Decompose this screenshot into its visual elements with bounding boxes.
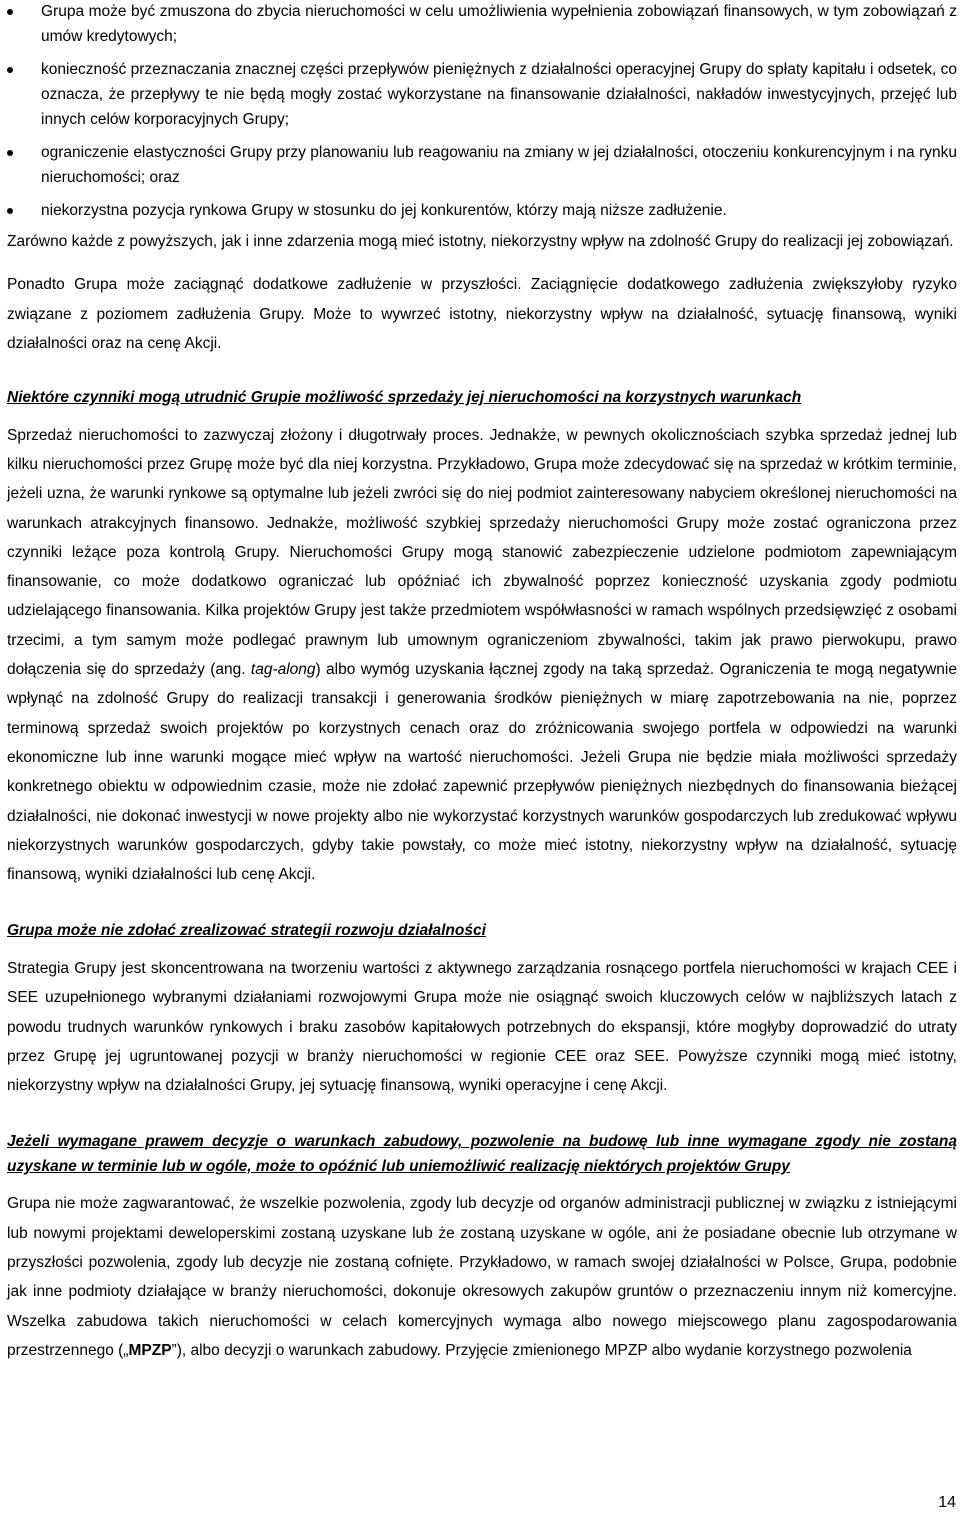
bullet-icon (7, 150, 13, 156)
bullet-text: Grupa może być zmuszona do zbycia nieruchomości w celu umożliwienia wypełnienia zobowiązań finansowych, w tym zobowiązań z umów kredytowych; (41, 3, 957, 45)
section-heading: Niektóre czynniki mogą utrudnić Grupie możliwość sprzedaży jej nieruchomości na korzystnych warunkach (7, 389, 802, 407)
list-item (7, 57, 957, 132)
section-heading: Jeżeli wymagane prawem decyzje o warunkach zabudowy, pozwolenie na budowę lub inne wymagane zgody nie zostaną uzyskane w terminie lub w ogóle, może to opóźnić lub uniemożliwić realizację niektórych projektów Grupy (7, 1133, 957, 1175)
document-page (7, 0, 957, 1365)
italic-term: tag-along (250, 661, 316, 679)
bullet-icon (7, 67, 13, 73)
paragraph: Strategia Grupy jest skoncentrowana na tworzeniu wartości z aktywnego zarządzania rosnącego portfela nieruchomości w krajach CEE i SEE uzupełnionego wybranymi działaniami rozwojowymi Grupa może nie osiągnąć swoich kluczowych celów w najbliższych latach z powodu trudnych warunków rynkowych i braku zasobów kapitałowych potrzebnych do ekspansji, które mogłyby doprowadzić do utraty przez Grupę jej ugruntowanej pozycji w branży nieruchomości w regionie CEE oraz SEE. Powyższe czynniki mogą mieć istotny, niekorzystny wpływ na działalności Grupy, jej sytuację finansową, wyniki operacyjne i cenę Akcji. (7, 959, 957, 1095)
list-item (7, 140, 957, 190)
page-number: 14 (938, 1494, 956, 1511)
paragraph: Zarówno każde z powyższych, jak i inne zdarzenia mogą mieć istotny, niekorzystny wpływ na zdolność Grupy do realizacji jej zobowiązań. (7, 233, 954, 250)
paragraph (7, 421, 957, 890)
paragraph: Ponadto Grupa może zaciągnąć dodatkowe zadłużenie w przyszłości. Zaciągnięcie dodatkowego zadłużenia zwiększyłoby ryzyko związane z poziomem zadłużenia Grupy. Może to wywrzeć istotny, niekorzystny wpływ na działalność, sytuację finansową, wyniki działalności oraz na cenę Akcji. (7, 276, 957, 352)
bold-term: MPZP (128, 1341, 172, 1359)
paragraph-text: Grupa nie może zagwarantować, że wszelkie pozwolenia, zgody lub decyzje od organów administracji publicznej w związku z istniejącymi lub nowymi projektami deweloperskimi zostaną uzyskane lub że zostaną uzyskane w ogóle, ani że posiadane obecnie lub otrzymane w przyszłości pozwolenia, zgody lub decyzje nie zostaną cofnięte. Przykładowo, w ramach swojej działalności w Polsce, Grupa, podobnie jak inne podmioty działające w branży nieruchomości, dokonuje okresowych zakupów gruntów o przeznaczeniu innym niż komercyjne. Wszelka zabudowa takich nieruchomości w celach komercyjnych wymaga albo nowego miejscowego planu zagospodarowania przestrzennego („ (7, 1195, 957, 1359)
list-item (7, 0, 957, 49)
section-heading: Grupa może nie zdołać zrealizować strategii rozwoju działalności (7, 922, 486, 940)
bullet-text: ograniczenie elastyczności Grupy przy planowaniu lub reagowaniu na zmiany w jej działalności, otoczeniu konkurencyjnym i na rynku nieruchomości; oraz (41, 144, 957, 186)
list-item (7, 198, 957, 223)
bullet-icon (7, 9, 13, 15)
bullet-text: niekorzystna pozycja rynkowa Grupy w stosunku do jej konkurentów, którzy mają niższe zadłużenie. (41, 202, 727, 219)
bullet-list (7, 0, 957, 223)
paragraph (7, 1189, 957, 1365)
bullet-text: konieczność przeznaczania znacznej części przepływów pieniężnych z działalności operacyjnej Grupy do spłaty kapitału i odsetek, co oznacza, że przepływy te nie będą mogły zostać wykorzystane na finansowanie działalności, nakładów inwestycyjnych, przejęć lub innych celów korporacyjnych Grupy; (41, 61, 957, 128)
paragraph-text: ) albo wymóg uzyskania łącznej zgody na taką sprzedaż. Ograniczenia te mogą negatywnie wpłynąć na zdolność Grupy do realizacji transakcji i generowania środków pieniężnych w miarę zapotrzebowania na nie, poprzez terminową sprzedaż swoich projektów po korzystnych cenach oraz do zróżnicowania swojego portfela w odpowiedzi na warunki ekonomiczne lub inne warunki mogące mieć wpływ na wartość nieruchomości. Jeżeli Grupa nie będzie miała możliwości sprzedaży konkretnego obiektu w odpowiednim czasie, może nie zdołać zapewnić przepływów pieniężnych niezbędnych do finansowania bieżącej działalności, nie dokonać inwestycji w nowe projekty albo nie wykorzystać korzystnych warunków gospodarczych lub zredukować wpływu niekorzystnych warunków gospodarczych, gdyby takie powstały, co może mieć istotny, niekorzystny wpływ na działalność, sytuację finansową, wyniki działalności lub cenę Akcji. (7, 661, 957, 884)
paragraph-text: ”), albo decyzji o warunkach zabudowy. Przyjęcie zmienionego MPZP albo wydanie korzystnego pozwolenia (171, 1341, 912, 1359)
paragraph-text: Sprzedaż nieruchomości to zazwyczaj złożony i długotrwały proces. Jednakże, w pewnych okolicznościach szybka sprzedaż jednej lub kilku nieruchomości przez Grupę może być dla niej korzystna. Przykładowo, Grupa może zdecydować się na sprzedaż w krótkim terminie, jeżeli uzna, że warunki rynkowe są optymalne lub jeżeli zwróci się do niej podmiot zainteresowany nabyciem określonej nieruchomości na warunkach atrakcyjnych finansowo. Jednakże, możliwość szybkiej sprzedaży nieruchomości Grupy może zostać ograniczona przez czynniki leżące poza kontrolą Grupy. Nieruchomości Grupy mogą stanowić zabezpieczenie udzielone podmiotom zapewniającym finansowanie, co może dodatkowo ograniczać lub opóźniać ich zbywalność poprzez konieczność uzyskania zgody podmiotu udzielającego finansowania. Kilka projektów Grupy jest także przedmiotem współwłasności w ramach wspólnych przedsięwzięć z osobami trzecimi, a tym samym może podlegać prawnym lub umownym ograniczeniom zbywalności, takim jak prawo pierwokupu, prawo dołączenia się do sprzedaży (ang. (7, 426, 957, 679)
bullet-icon (7, 208, 13, 214)
